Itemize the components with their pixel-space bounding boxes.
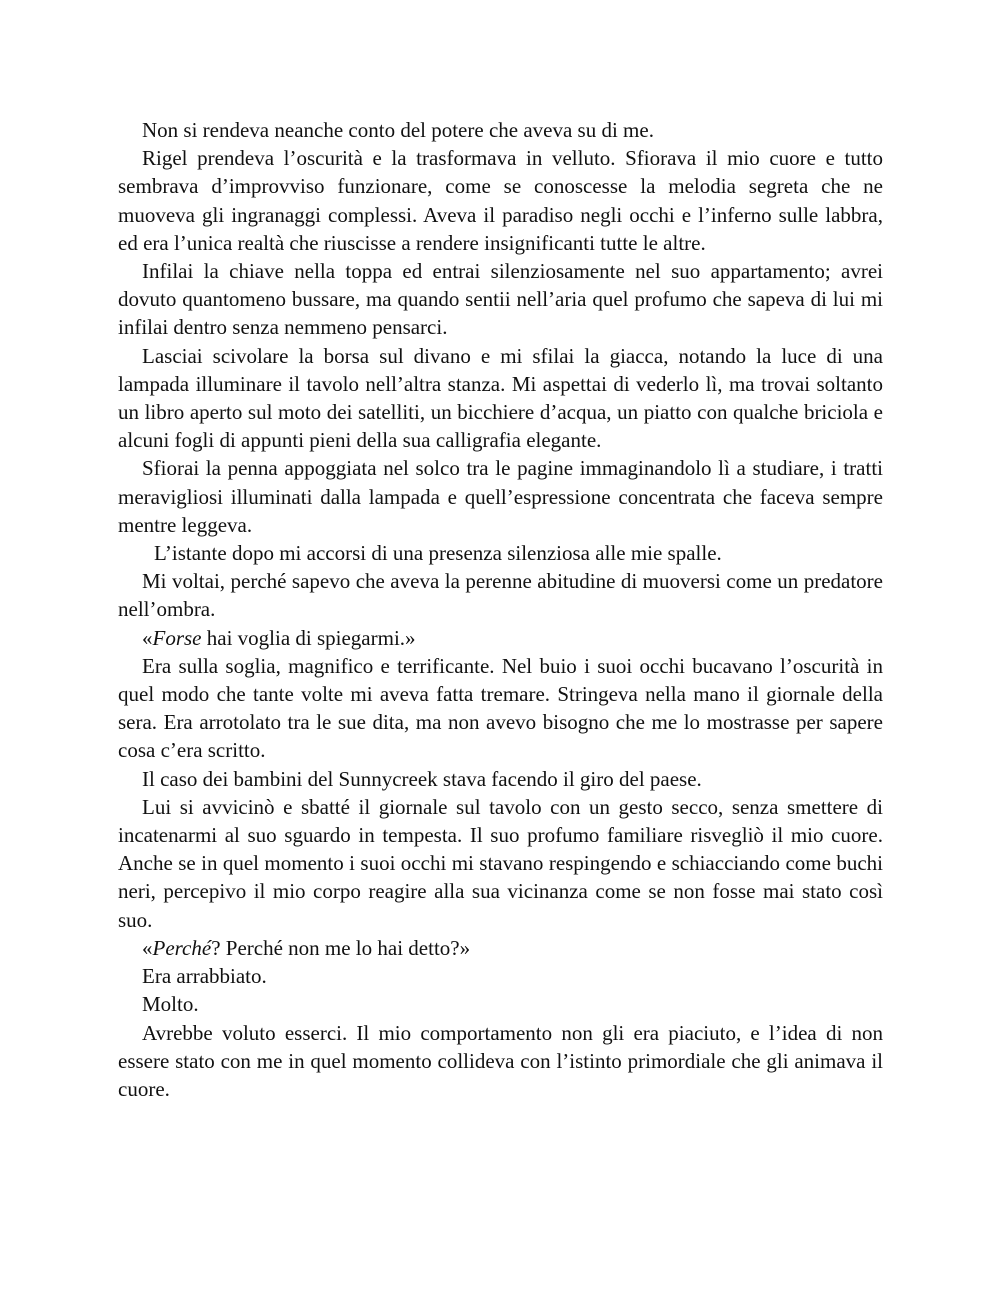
paragraph: Non si rendeva neanche conto del potere che aveva su di me. <box>142 118 654 142</box>
paragraph: Sfiorai la penna appoggiata nel solco tra le pagine immaginandolo lì a studiare, i tratti meravigliosi illuminati dalla lampada e quell’espressione concentrata che faceva sempre mentre leggeva. <box>118 456 883 537</box>
dialogue-text: hai voglia di spiegarmi.» <box>201 625 416 650</box>
paragraph: Lui si avvicinò e sbatté il giornale sul tavolo con un gesto secco, senza smettere di incatenarmi al suo sguardo in tempesta. Il suo profumo familiare risvegliò il mio cuore. Anche se in quel momento i suoi occhi mi stavano respingendo e schiacciando come buchi neri, percepivo il mio corpo reagire alla sua vicinanza come se non fosse mai stato così suo. <box>118 794 883 932</box>
paragraph: L’istante dopo mi accorsi di una presenza silenziosa alle mie spalle. <box>154 541 722 566</box>
paragraph: Era sulla soglia, magnifico e terrificante. Nel buio i suoi occhi bucavano l’oscurità in quel modo che tante volte mi aveva fatta tremare. Stringeva nella mano il giornale della sera. Era arrotolato tra le sue dita, ma non avevo bisogno che me lo mostrasse per sapere cosa c’era scritto. <box>118 653 883 763</box>
paragraph: Avrebbe voluto esserci. Il mio comportamento non gli era piaciuto, e l’idea di non essere stato con me in quel momento collideva con l’istinto primordiale che gli animava il cuore. <box>118 1020 883 1101</box>
paragraph: Era arrabbiato. <box>142 964 267 989</box>
dialogue-text: ? Perché non me lo hai detto?» <box>211 935 471 960</box>
paragraph: Lasciai scivolare la borsa sul divano e mi sfilai la giacca, notando la luce di una lampada illuminare il tavolo nell’altra stanza. Mi aspettai di vederlo lì, ma trovai soltanto un libro aperto sul moto dei satelliti, un bicchiere d’acqua, un piatto con qualche briciola e alcuni fogli di appunti pieni della sua calligrafia elegante. <box>118 343 883 453</box>
paragraph: Infilai la chiave nella toppa ed entrai silenziosamente nel suo appartamento; avrei dovuto quantomeno bussare, ma quando sentii nell’aria quel profumo che sapeva di lui mi infilai dentro senza nemmeno pensarci. <box>118 259 883 340</box>
quote-open: « <box>142 935 153 960</box>
dialogue-paragraph <box>118 934 883 962</box>
italic-word: Forse <box>152 625 202 650</box>
page-body <box>118 116 883 1103</box>
italic-word: Perché <box>152 935 212 960</box>
paragraph: Il caso dei bambini del Sunnycreek stava facendo il giro del paese. <box>142 766 702 791</box>
paragraph: Molto. <box>142 992 199 1017</box>
quote-open: « <box>142 625 153 650</box>
paragraph: Mi voltai, perché sapevo che aveva la perenne abitudine di muoversi come un predatore nell’ombra. <box>118 569 883 622</box>
dialogue-paragraph <box>118 624 883 652</box>
paragraph: Rigel prendeva l’oscurità e la trasformava in velluto. Sfiorava il mio cuore e tutto sembrava d’improvviso funzionare, come se conoscesse la melodia segreta che ne muoveva gli ingranaggi complessi. Aveva il paradiso negli occhi e l’inferno sulle labbra, ed era l’unica realtà che riuscisse a rendere insignificanti tutte le altre. <box>118 146 883 255</box>
